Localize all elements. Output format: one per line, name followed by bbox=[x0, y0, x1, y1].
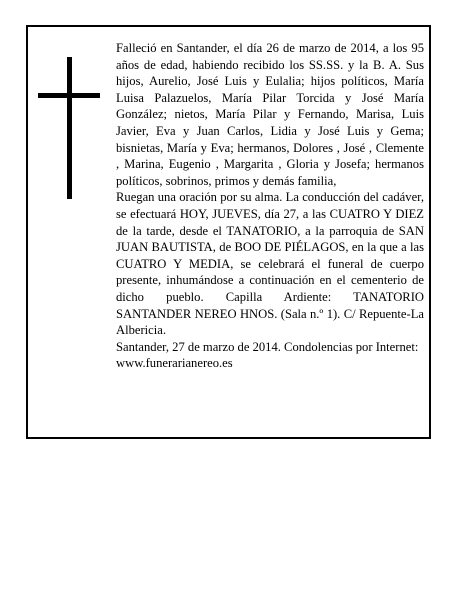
funeral-details-paragraph: Ruegan una oración por su alma. La conducción del cadáver, se efectuará HOY, JUEVES, día 27, a las CUATRO Y DIEZ de la tarde, desde el TANATORIO, a la parroquia de SAN JUAN BAUTISTA, de BOO DE PIÉLAGOS, en la que a las CUATRO Y MEDIA, se celebrará el funeral de cuerpo presente, inhumándose a continuación en el cementerio de dicho pueblo. Capilla Ardiente: TANATORIO SANTANDER NEREO HNOS. (Sala n.º 1). C/ Repuente-La Albericia. bbox=[116, 190, 424, 338]
date-and-condolences-paragraph: Santander, 27 de marzo de 2014. Condolencias por Internet: www.funerarianereo.es bbox=[116, 339, 419, 371]
obituary-notice bbox=[26, 25, 431, 439]
cross-vertical-bar bbox=[67, 57, 72, 199]
notice-body bbox=[116, 40, 424, 372]
death-announcement-paragraph: Falleció en Santander, el día 26 de marzo de 2014, a los 95 años de edad, habiendo recibido los SS.SS. y la B. A. Sus hijos, Aurelio, José Luis y Eulalia; hijos políticos, María Luisa Palazuelos, María Pilar Torcida y José María González; nietos, María Pilar y Fernando, Marisa, Luis Javier, Eva y Juan Carlos, Lidia y José Luis y Gema; bisnietas, María y Eva; hermanos, Dolores , José , Clemente , Marina, Eugenio , Margarita , Gloria y Josefa; hermanos políticos, sobrinos, primos y demás familia, bbox=[116, 41, 424, 188]
cross-horizontal-bar bbox=[38, 93, 100, 98]
latin-cross-icon bbox=[38, 57, 100, 199]
